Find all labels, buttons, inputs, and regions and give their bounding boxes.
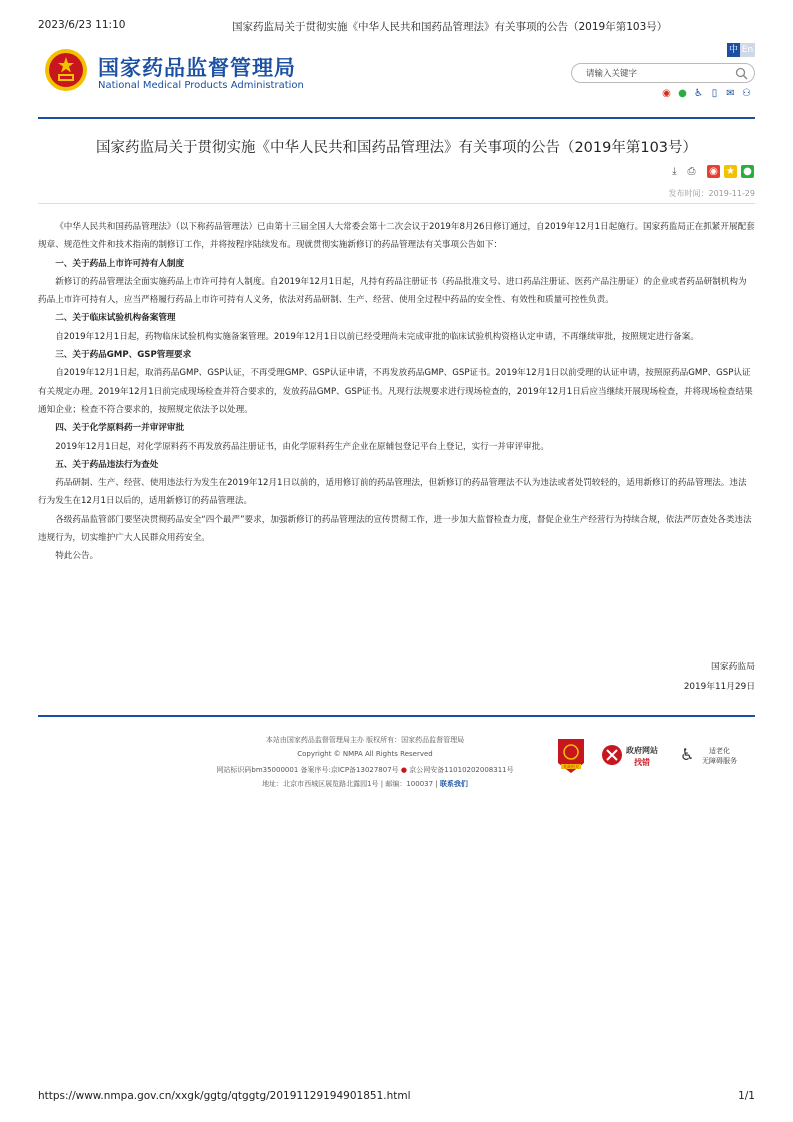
footer-address-line bbox=[200, 779, 530, 789]
search-box[interactable] bbox=[571, 63, 755, 83]
qzone-share-icon[interactable]: ★ bbox=[724, 165, 737, 178]
body-paragraph: 自2019年12月1日起，取消药品GMP、GSP认证，不再受理GMP、GSP认证申请，不再发放药品GMP、GSP证书。2019年12月1日以前受理的认证申请，按照原药品GMP、GSP认证有关规定办理。2019年12月1日前完成现场检查并符合要求的，发放药品GMP、GSP证书。凡现行法规要求进行现场检查的，2019年12月1日后应当继续开展现场检查，并将现场检查结果通知企业；检查不符合要求的，按照规定依法予以处理。 bbox=[38, 368, 753, 415]
site-name-cn[interactable]: 国家药品监督管理局 bbox=[98, 56, 296, 80]
weibo-share-icon[interactable]: ◉ bbox=[707, 165, 720, 178]
user-icon[interactable]: ⚇ bbox=[742, 88, 751, 99]
article-tools bbox=[668, 165, 698, 179]
article-body bbox=[38, 218, 755, 566]
search-icon[interactable] bbox=[735, 67, 748, 80]
gov-site-error-icon[interactable] bbox=[601, 744, 623, 766]
article-title: 国家药监局关于贯彻实施《中华人民共和国药品管理法》有关事项的公告（2019年第103号） bbox=[95, 140, 698, 156]
search-input[interactable]: 请输入关键字 bbox=[586, 69, 638, 79]
gov-site-label[interactable]: 政府网站 bbox=[626, 746, 658, 755]
body-paragraph: 特此公告。 bbox=[55, 551, 99, 562]
body-paragraph: 新修订的药品管理法全面实施药品上市许可持有人制度。自2019年12月1日起，凡持有药品注册证书（药品批准文号、进口药品注册证、医药产品注册证）的企业或者药品研制机构为药品上市许可持有人，应当严格履行药品上市许可持有人义务，依法对药品研制、生产、经营、使用全过程中药品的安全性、有效性和质量可控性负责。 bbox=[38, 276, 747, 306]
section-heading: 五、关于药品违法行为查处 bbox=[55, 459, 159, 470]
body-paragraph: 2019年12月1日起，对化学原料药不再发放药品注册证书，由化学原料药生产企业在原辅包登记平台上登记，实行一并审评审批。 bbox=[55, 441, 549, 452]
accessibility-sub[interactable]: 无障碍服务 bbox=[702, 757, 737, 765]
wechat-share-icon[interactable]: ● bbox=[741, 165, 754, 178]
section-heading: 一、关于药品上市许可持有人制度 bbox=[55, 258, 185, 269]
footer-copyright: Copyright © NMPA All Rights Reserved bbox=[297, 750, 433, 758]
accessibility-label[interactable]: 适老化 bbox=[709, 747, 730, 755]
footer-address: 地址：北京市西城区展览路北露园1号 | 邮编：100037 | bbox=[262, 780, 438, 788]
share-tools bbox=[707, 165, 754, 179]
title-divider bbox=[38, 203, 755, 204]
signature-date: 2019年11月29日 bbox=[683, 682, 755, 692]
print-page-number: 1/1 bbox=[738, 1090, 755, 1102]
gov-site-sub[interactable]: 找错 bbox=[634, 758, 650, 767]
print-url: https://www.nmpa.gov.cn/xxgk/ggtg/qtggtg/20191129194901851.html bbox=[38, 1090, 411, 1102]
mail-icon[interactable]: ✉ bbox=[726, 88, 735, 99]
accessibility-service-icon[interactable]: ♿ bbox=[680, 745, 695, 764]
print-page-title: 国家药监局关于贯彻实施《中华人民共和国药品管理法》有关事项的公告（2019年第103号） bbox=[232, 21, 668, 33]
lang-cn-button[interactable]: 中 bbox=[728, 45, 738, 55]
section-heading: 三、关于药品GMP、GSP管理要求 bbox=[55, 350, 192, 361]
body-paragraph: 各级药品监管部门要坚决贯彻药品安全“四个最严”要求，加强新修订的药品管理法的宣传贯彻工作，进一步加大监督检查力度，督促企业生产经营行为持续合规，依法严厉查处各类违法违规行为，切实维护广大人民群众用药安全。 bbox=[38, 514, 752, 544]
print-datetime: 2023/6/23 11:10 bbox=[38, 19, 126, 31]
top-share-icons bbox=[660, 87, 753, 101]
weibo-icon[interactable]: ◉ bbox=[662, 88, 671, 99]
mobile-icon[interactable]: ▯ bbox=[711, 88, 718, 99]
header-divider bbox=[38, 117, 755, 119]
footer-police[interactable]: 京公网安备11010202008311号 bbox=[409, 766, 514, 774]
accessibility-icon[interactable]: ♿ bbox=[694, 88, 703, 99]
signature-org: 国家药监局 bbox=[711, 662, 755, 672]
section-heading: 二、关于临床试验机构备案管理 bbox=[55, 313, 176, 324]
footer-icp[interactable]: 网站标识码bm35000001 备案序号:京ICP备13027807号 bbox=[216, 766, 399, 774]
footer-divider bbox=[38, 715, 755, 717]
print-icon[interactable]: ⎙ bbox=[687, 166, 696, 177]
site-name-en: National Medical Products Administration bbox=[98, 80, 304, 91]
footer-sponsor: 本站由国家药品监督管理局主办 版权所有：国家药品监督管理局 bbox=[265, 736, 465, 744]
section-heading: 四、关于化学原料药一并审评审批 bbox=[55, 423, 185, 434]
police-badge-icon: ● bbox=[400, 766, 408, 774]
body-paragraph: 《中华人民共和国药品管理法》（以下称药品管理法）已由第十三届全国人大常委会第十二次会议于2019年8月26日修订通过，自2019年12月1日起施行。国家药监局正在抓紧开展配套规章、规范性文件和技术指南的制修订工作，并将按程序陆续发布。现就贯彻实施新修订的药品管理法有关事项公告如下： bbox=[38, 222, 755, 251]
publish-time: 发布时间：2019-11-29 bbox=[668, 189, 755, 198]
download-icon[interactable]: ⤓ bbox=[672, 166, 677, 177]
national-emblem-logo[interactable] bbox=[44, 47, 88, 93]
body-paragraph: 自2019年12月1日起，药物临床试验机构实施备案管理。2019年12月1日以前已经受理尚未完成审批的临床试验机构资格认定申请，不再继续审批，按照规定进行备案。 bbox=[55, 331, 699, 342]
party-gov-badge-label: 党政机关 bbox=[563, 764, 579, 769]
footer-registration bbox=[200, 765, 530, 775]
party-gov-badge[interactable] bbox=[556, 737, 586, 775]
contact-link[interactable]: 联系我们 bbox=[439, 780, 468, 788]
wechat-icon[interactable]: ● bbox=[678, 88, 687, 99]
body-paragraph: 药品研制、生产、经营、使用违法行为发生在2019年12月1日以前的，适用修订前的药品管理法，但新修订的药品管理法不认为违法或者处罚较轻的，适用新修订的药品管理法。违法行为发生在12月1日以后的，适用新修订的药品管理法。 bbox=[38, 478, 747, 507]
lang-en-button[interactable]: En bbox=[741, 45, 754, 55]
